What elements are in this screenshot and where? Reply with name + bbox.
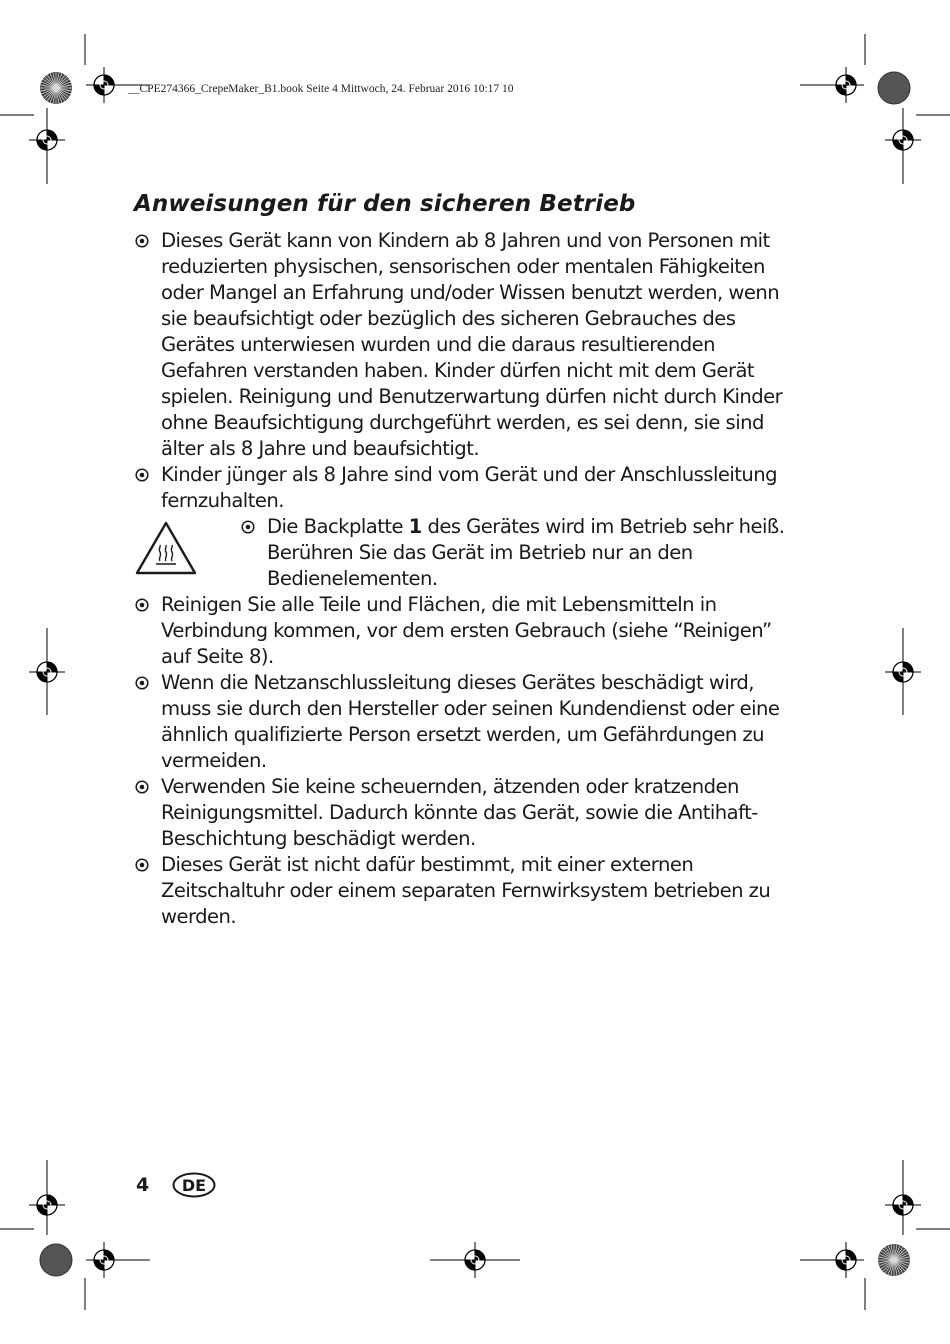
instruction-text: Verwenden Sie keine scheuernden, ätzenden oder kratzenden Reinigungsmittel. Dadurch könnte das Gerät, sowie die Antihaft-Beschichtung beschädigt werden. <box>161 775 758 850</box>
warning-text-after: des Gerätes wird im Betrieb sehr heiß. Berühren Sie das Gerät im Betrieb nur an den Bedienelementen. <box>267 515 785 590</box>
hot-surface-warning <box>134 514 794 592</box>
circle-bullet-icon <box>135 858 149 872</box>
instruction-item <box>134 670 794 774</box>
instruction-list <box>134 592 794 930</box>
warning-text-before: Die Backplatte <box>267 515 409 538</box>
part-reference-number: 1 <box>408 515 422 538</box>
language-badge-label: DE <box>181 1176 207 1195</box>
language-badge <box>172 1172 216 1198</box>
page-number: 4 <box>136 1174 150 1196</box>
instruction-text: Dieses Gerät ist nicht dafür bestimmt, mit einer externen Zeitschaltuhr oder einem separaten Fernwirksystem betrieben zu werden. <box>161 853 771 928</box>
instruction-text: Reinigen Sie alle Teile und Flächen, die mit Lebensmitteln in Verbindung kommen, vor dem ersten Gebrauch (siehe “Reinigen” auf Seite 8). <box>161 593 772 668</box>
print-slug-line: __CPE274366_CrepeMaker_B1.book Seite 4 Mittwoch, 24. Februar 2016 10:17 10 <box>128 83 514 95</box>
instruction-item <box>134 852 794 930</box>
instruction-item <box>134 774 794 852</box>
circle-bullet-icon <box>135 598 149 612</box>
instruction-item <box>134 592 794 670</box>
instruction-text: Kinder jünger als 8 Jahre sind vom Gerät und der Anschlussleitung fernzuhalten. <box>161 463 778 512</box>
warning-list <box>240 514 794 592</box>
instruction-item <box>240 514 794 592</box>
section-heading: Anweisungen für den sicheren Betrieb <box>134 191 636 217</box>
circle-bullet-icon <box>135 780 149 794</box>
circle-bullet-icon <box>135 234 149 248</box>
instruction-text: Dieses Gerät kann von Kindern ab 8 Jahren und von Personen mit reduzierten physischen, sensorischen oder mentalen Fähigkeiten oder Mangel an Erfahrung und/oder Wissen benutzt werden, wenn sie beaufsichtigt oder bezüglich des sicheren Gebrauches des Gerätes unterwiesen wurden und die daraus resultierenden Gefahren verstanden haben. Kinder dürfen nicht mit dem Gerät spielen. Reinigung und Benutzerwartung dürfen nicht durch Kinder ohne Beaufsichtigung durchgeführt werden, es sei denn, sie sind älter als 8 Jahre und beaufsichtigt. <box>161 229 783 460</box>
instruction-item <box>134 462 794 514</box>
circle-bullet-icon <box>241 520 255 534</box>
circle-bullet-icon <box>135 468 149 482</box>
instruction-item <box>134 228 794 462</box>
circle-bullet-icon <box>135 676 149 690</box>
hot-surface-warning-icon <box>134 520 198 576</box>
instruction-list <box>134 228 794 514</box>
instruction-text: Wenn die Netzanschlussleitung dieses Gerätes beschädigt wird, muss sie durch den Hersteller oder seinen Kundendienst oder eine ähnlich qualifizierte Person ersetzt werden, um Gefährdungen zu vermeiden. <box>161 671 780 772</box>
safety-instructions-section <box>134 188 794 930</box>
